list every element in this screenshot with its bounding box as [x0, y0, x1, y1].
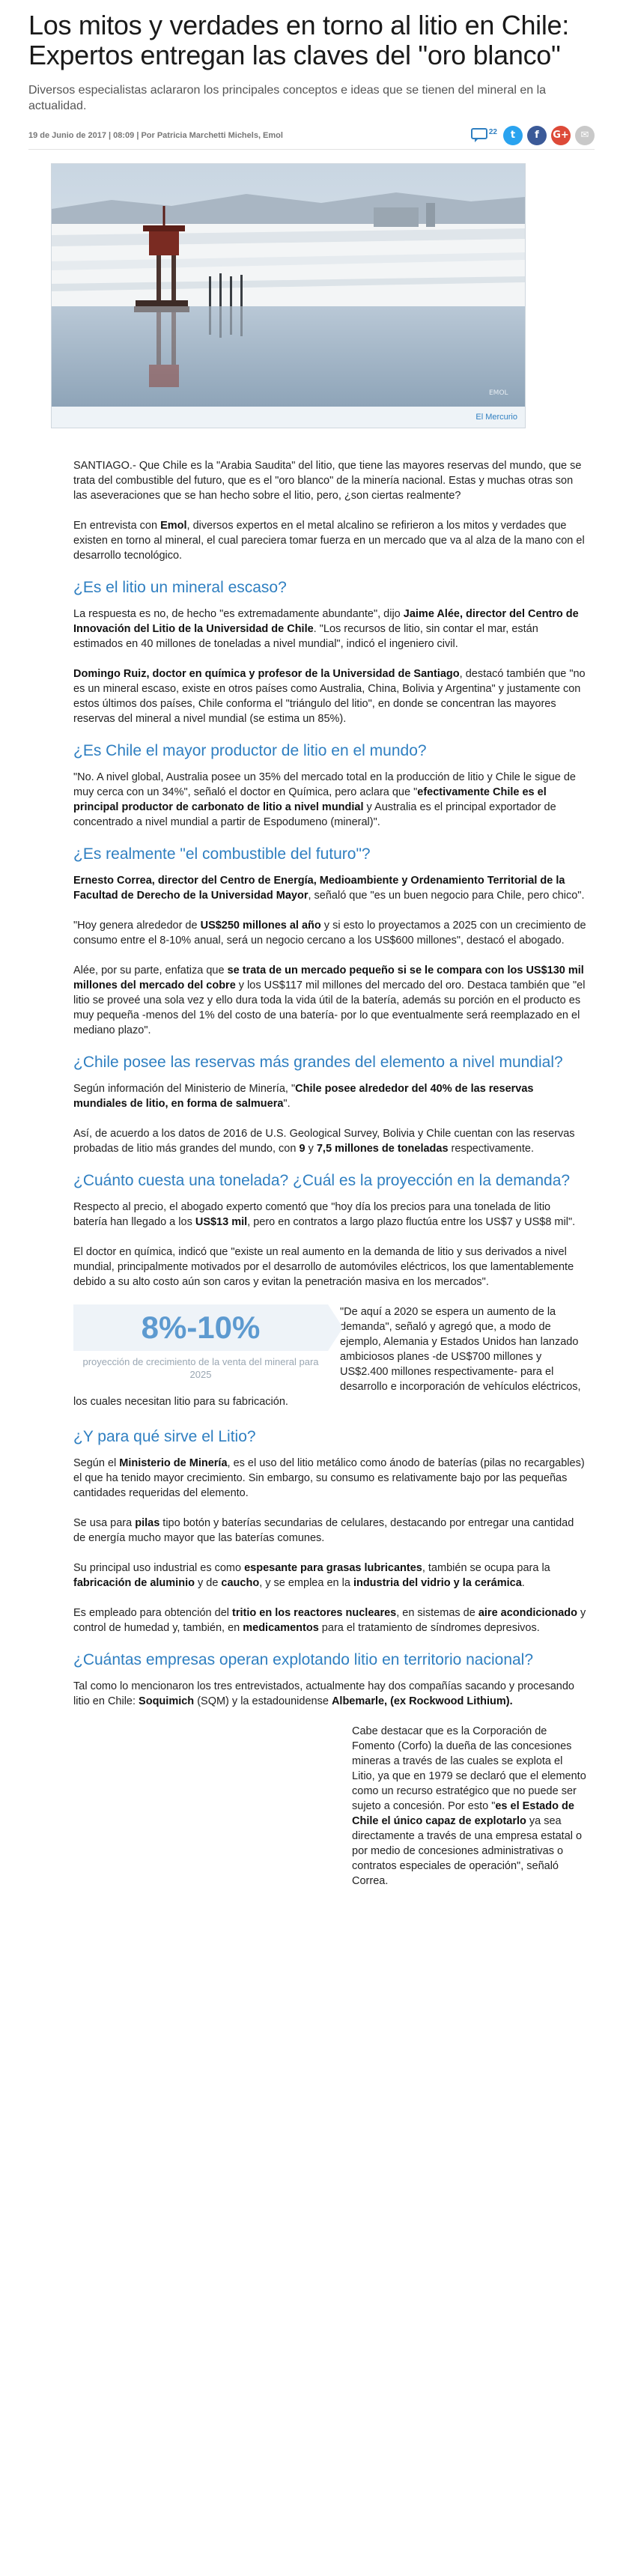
salt-flat-photo: [52, 164, 525, 407]
stat-value: 8%-10%: [73, 1304, 328, 1351]
google-plus-share-button[interactable]: [551, 126, 571, 145]
paragraph: Domingo Ruiz, doctor en química y profesor de la Universidad de Santiago, destacó también que "no es un mineral escaso, existe en otros países como Australia, China, Bolivia y Argentina" y justamente con estos últimos dos países, Chile conforma el "triángulo del litio", en donde se concentran las mayores reservas del mineral a nivel mundial (se estima un 85%).: [73, 668, 586, 725]
meta-row: [28, 124, 595, 150]
paragraph: La respuesta es no, de hecho "es extremadamente abundante", dijo Jaime Alée, director del Centro de Innovación del Litio de la Universidad de Chile. "Los recursos de litio, sin contar el mar, están estimados en 40 millones de toneladas a nivel mundial", indicó el ingeniero civil.: [73, 608, 579, 650]
section-heading: ¿Es Chile el mayor productor de litio en el mundo?: [73, 742, 427, 759]
paragraph: Alée, por su parte, enfatiza que se trata de un mercado pequeño si se le compara con los US$130 mil millones del mercado del cobre y los US$117 mil millones del mercado del oro. Destaca también que "el litio se proveé una sola vez y ello dura toda la vida útil de la batería, además su porción en el producto es muy pequeña -menos del 1% del costo de una batería- por lo que eventualmente será reemplazado en el mediano plazo".: [73, 965, 586, 1036]
paragraph: Respecto al precio, el abogado experto comentó que "hoy día los precios para una tonelada de litio batería han llegado a los US$13 mil, pero en contratos a largo plazo fluctúa entre los US$7 y US$8 mil".: [73, 1201, 576, 1228]
paragraph: Cabe destacar que es la Corporación de Fomento (Corfo) la dueña de las concesiones mineras a través de las cuales se explota el Litio, ya que en 1979 se declaró que el elemento como un recurso estratégico que no puede ser sujeto a concesión. Por esto "es el Estado de Chile el único capaz de explotarlo ya sea directamente a través de una empresa estatal o por medio de concesiones administrativas o contratos especiales de operación", señaló Correa.: [352, 1725, 586, 1887]
paragraph: El doctor en química, indicó que "existe un real aumento en la demanda de litio y sus derivados a nivel mundial, principalmente motivados por el desarrollo de automóviles eléctricos, los que lamentablemente debido a su alto costo aún son caros y evitan la penetración masiva en los mercados".: [73, 1246, 574, 1288]
twitter-share-button[interactable]: [503, 126, 523, 145]
paragraph: "No. A nivel global, Australia posee un 35% del mercado total en la producción de litio y Chile le sigue de muy cerca con un 34%", señaló el doctor en Química, pero aclara que "efectivamente Chile es el principal productor de carbonato de litio a nivel mundial y Australia es el principal exportador de concentrado a nivel mundial a partir de Espodumeno (mineral)".: [73, 771, 576, 828]
paragraph: SANTIAGO.- Que Chile es la "Arabia Saudita" del litio, que tiene las mayores reservas del mundo, que se trata del combustible del futuro, que es el "oro blanco" de la minería nacional. Estas y muchas otras son las aseveraciones que se han hecho sobre el litio, pero, ¿son ciertas realmente?: [73, 460, 582, 502]
paragraph: Ernesto Correa, director del Centro de Energía, Medioambiente y Ordenamiento Territorial de la Facultad de Derecho de la Universidad Mayor, señaló que "es un buen negocio para Chile, pero chico".: [73, 875, 585, 902]
paragraph: Es empleado para obtención del tritio en los reactores nucleares, en sistemas de aire acondicionado y control de humedad y, también, en medicamentos para el tratamiento de síndromes depresivos.: [73, 1607, 586, 1634]
stat-callout: [73, 1304, 328, 1381]
embed-block: [73, 1724, 587, 1919]
photo-watermark: EMOL: [489, 389, 508, 397]
section-heading: ¿Chile posee las reservas más grandes del elemento a nivel mundial?: [73, 1054, 563, 1071]
photo-credit: El Mercurio: [475, 413, 517, 422]
comment-icon: [471, 128, 487, 143]
paragraph: "De aquí a 2020 se espera un aumento de la demanda", señaló y agregó que, a modo de ejemplo, Alemania y Estados Unidos han lanzado ambiciosos planes -de US$700 millones y US$2.400 millones respectivamente- para el desarrollo e incorporación de vehículos eléctricos, los cuales necesitan litio para su fabricación.: [73, 1306, 581, 1408]
lead-photo: [51, 163, 526, 428]
section-heading: ¿Cuánto cuesta una tonelada? ¿Cuál es la proyección en la demanda?: [73, 1172, 571, 1189]
share-bar: [471, 126, 595, 145]
section-heading: ¿Es el litio un mineral escaso?: [73, 579, 287, 596]
comments-count: 22: [488, 127, 497, 136]
twitter-icon: t: [510, 130, 516, 141]
facebook-icon: f: [535, 130, 539, 141]
comments-button[interactable]: [471, 128, 497, 143]
stat-caption: proyección de crecimiento de la venta del mineral para 2025: [82, 1356, 319, 1380]
section-heading: ¿Es realmente "el combustible del futuro"?: [73, 845, 371, 863]
headline: Los mitos y verdades en torno al litio en Chile: Expertos entregan las claves del "oro blanco": [28, 10, 569, 70]
embed-placeholder: [73, 1724, 352, 1919]
article-body: [73, 458, 587, 1919]
paragraph: Se usa para pilas tipo botón y baterías secundarias de celulares, destacando por entregar una cantidad de energía mucho mayor que las baterías comunes.: [73, 1517, 574, 1544]
paragraph: Tal como lo mencionaron los tres entrevistados, actualmente hay dos compañías sacando y procesando litio en Chile: Soquimich (SQM) y la estadounidense Albemarle, (ex Rockwood Lithium).: [73, 1680, 574, 1707]
paragraph: En entrevista con Emol, diversos expertos en el metal alcalino se refirieron a los mitos y verdades que existen en torno al mineral, el cual pareciera tomar fuerza en un mercado que va al alza de la mano con el desarrollo tecnológico.: [73, 520, 585, 562]
paragraph: Su principal uso industrial es como espesante para grasas lubricantes, también se ocupa para la fabricación de aluminio y de caucho, y se emplea en la industria del vidrio y la cerámica.: [73, 1562, 550, 1589]
paragraph: Según información del Ministerio de Minería, "Chile posee alrededor del 40% de las reservas mundiales de litio, en forma de salmuera".: [73, 1083, 534, 1110]
paragraph: Según el Ministerio de Minería, es el uso del litio metálico como ánodo de baterías (pilas no recargables) el que ha tenido mayor crecimiento. Sin embargo, su consumo es relativamente bajo por las pequeñas cantidades requeridas del elemento.: [73, 1457, 585, 1499]
byline: 19 de Junio de 2017 | 08:09 | Por Patricia Marchetti Michels, Emol: [28, 130, 283, 140]
facebook-share-button[interactable]: [527, 126, 547, 145]
google-plus-icon: G+: [553, 130, 569, 141]
section-heading: ¿Cuántas empresas operan explotando litio en territorio nacional?: [73, 1651, 534, 1668]
stat-callout-block: [73, 1304, 587, 1424]
subhead: Diversos especialistas aclararon los principales conceptos e ideas que se tienen del mineral en la actualidad.: [28, 84, 547, 112]
mail-icon: ✉: [580, 130, 589, 141]
section-heading: ¿Y para qué sirve el Litio?: [73, 1428, 256, 1445]
paragraph: Así, de acuerdo a los datos de 2016 de U.S. Geological Survey, Bolivia y Chile cuentan con las reservas probadas de litio más grandes del mundo, con 9 y 7,5 millones de toneladas respectivamente.: [73, 1128, 575, 1155]
paragraph: "Hoy genera alrededor de US$250 millones al año y si esto lo proyectamos a 2025 con un crecimiento de consumo entre el 8-10% anual, será un negocio cercano a los US$600 millones", destacó el abogado.: [73, 920, 586, 947]
email-share-button[interactable]: [575, 126, 595, 145]
